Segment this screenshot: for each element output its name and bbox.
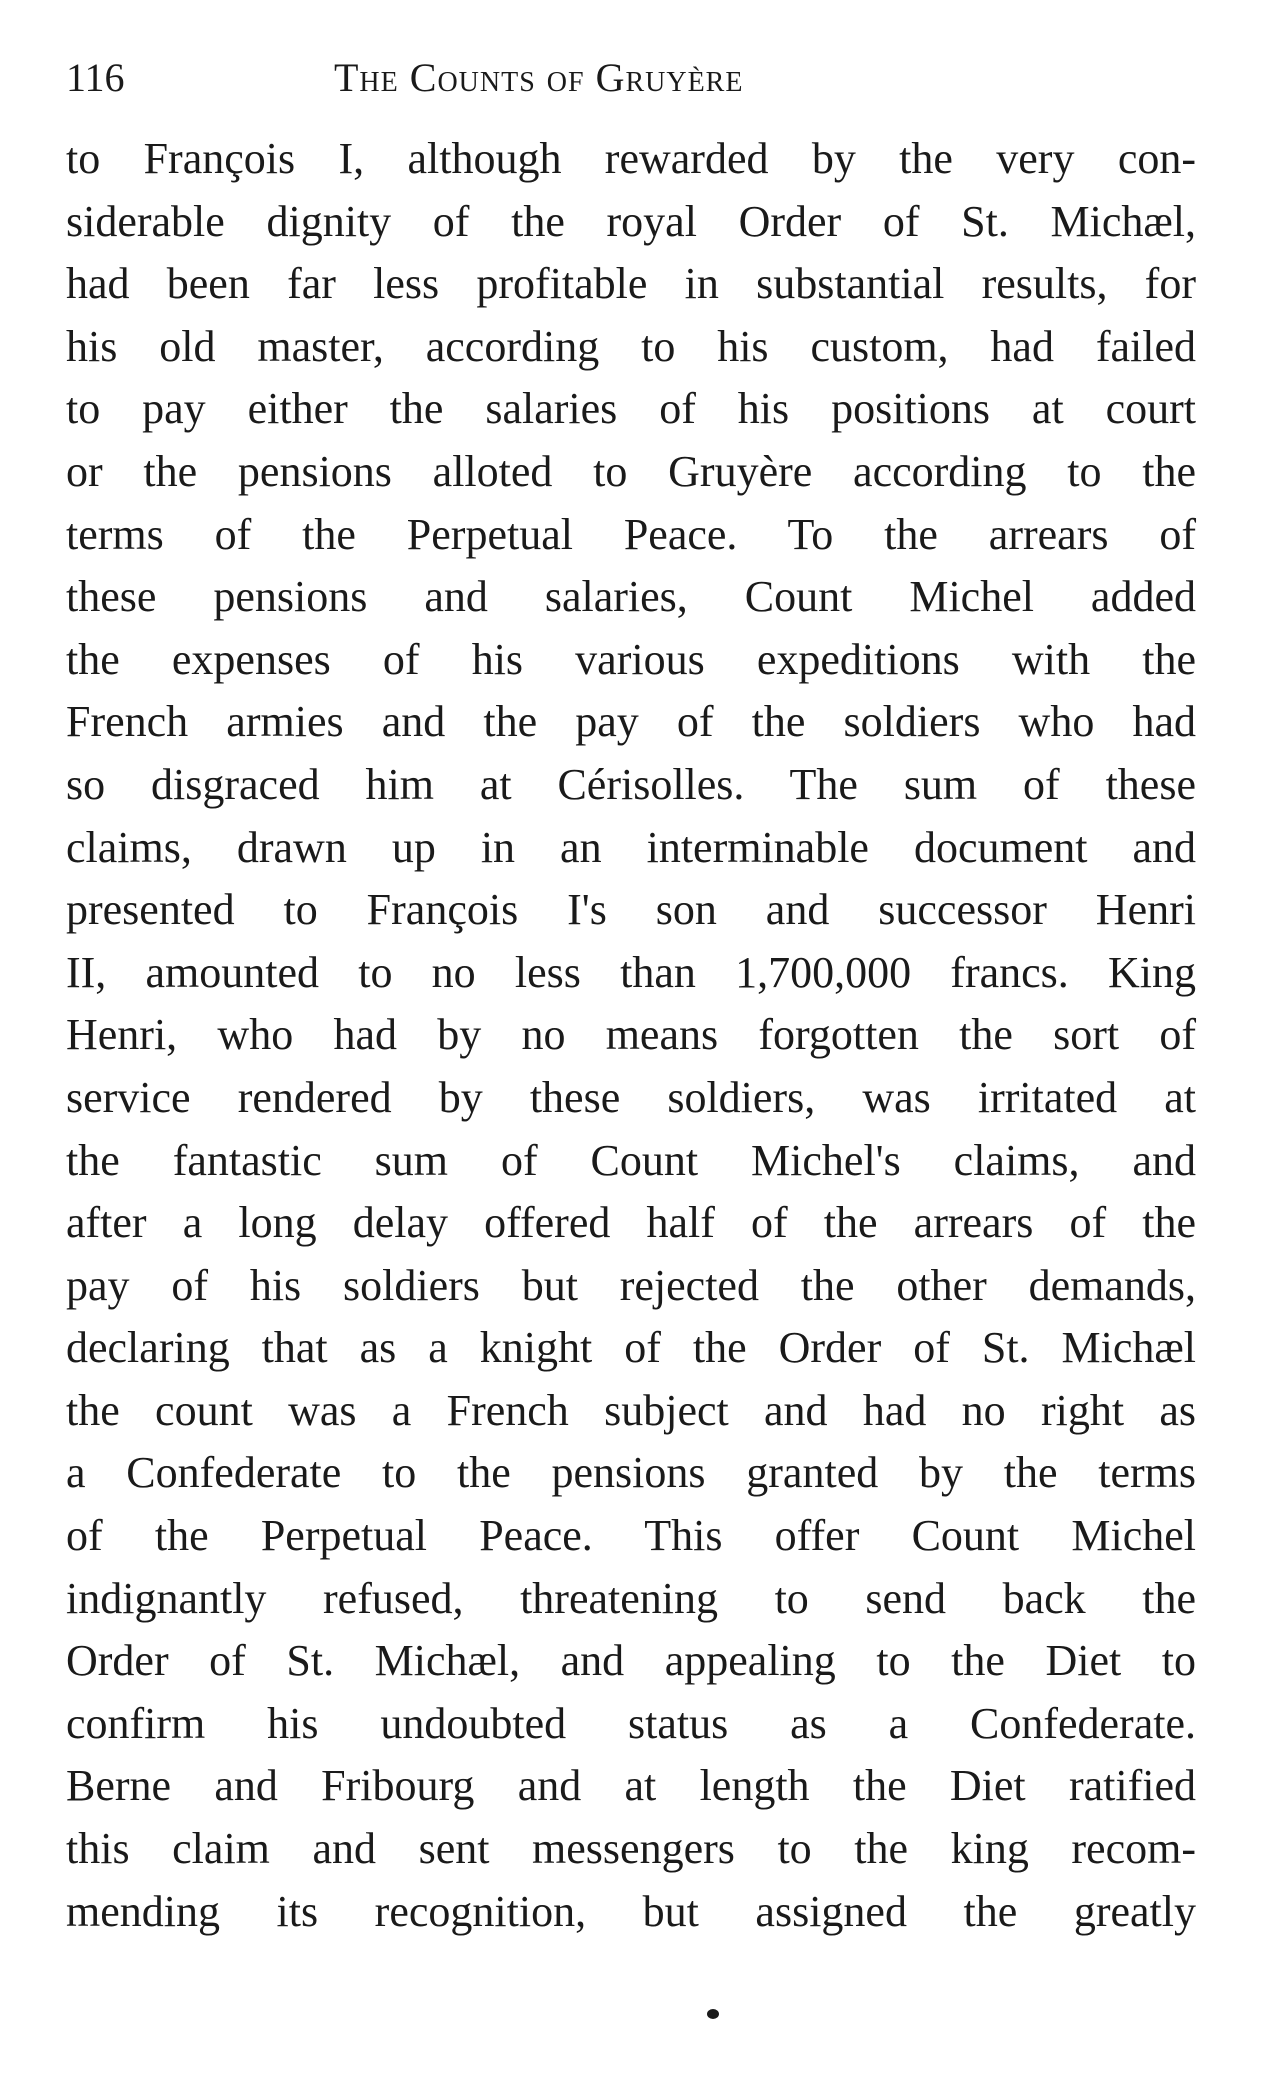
text-line: these pensions and salaries, Count Michel added: [66, 572, 1196, 622]
page-number: 116: [66, 55, 125, 100]
text-line: after a long delay offered half of the arrears of the: [66, 1198, 1196, 1248]
text-line: service rendered by these soldiers, was irritated at: [66, 1072, 1196, 1122]
ink-dot-mark: [707, 2009, 719, 2019]
body-text: [66, 128, 1196, 1943]
text-line: so disgraced him at Cérisolles. The sum of these: [66, 759, 1196, 809]
text-line: indignantly refused, threatening to send back the: [66, 1573, 1196, 1623]
text-line: French armies and the pay of the soldiers who had: [66, 697, 1196, 747]
text-line: mending its recognition, but assigned the greatly: [66, 1886, 1196, 1936]
text-line: the count was a French subject and had no right as: [66, 1385, 1196, 1435]
text-line: presented to François I's son and successor Henri: [66, 885, 1196, 935]
text-line: terms of the Perpetual Peace. To the arrears of: [66, 509, 1196, 559]
text-line: Henri, who had by no means forgotten the sort of: [66, 1010, 1196, 1060]
running-title: The Counts of Gruyère: [334, 55, 744, 100]
text-line: pay of his soldiers but rejected the other demands,: [66, 1260, 1196, 1310]
text-line: Order of St. Michæl, and appealing to the Diet to: [66, 1636, 1196, 1686]
text-line: or the pensions alloted to Gruyère according to the: [66, 446, 1196, 496]
text-line: confirm his undoubted status as a Confederate.: [66, 1698, 1196, 1748]
running-head: [66, 48, 1196, 108]
text-line: II, amounted to no less than 1,700,000 francs. King: [66, 947, 1196, 997]
text-line: the fantastic sum of Count Michel's claims, and: [66, 1135, 1196, 1185]
text-line: this claim and sent messengers to the king recom-: [66, 1824, 1196, 1874]
text-line: a Confederate to the pensions granted by the terms: [66, 1448, 1196, 1498]
text-line: claims, drawn up in an interminable document and: [66, 822, 1196, 872]
text-line: had been far less profitable in substantial results, for: [66, 259, 1196, 309]
text-line: his old master, according to his custom, had failed: [66, 321, 1196, 371]
text-line: declaring that as a knight of the Order of St. Michæl: [66, 1323, 1196, 1373]
text-line: of the Perpetual Peace. This offer Count Michel: [66, 1511, 1196, 1561]
text-line: siderable dignity of the royal Order of St. Michæl,: [66, 196, 1196, 246]
text-line: to François I, although rewarded by the very con-: [66, 134, 1196, 183]
text-line: the expenses of his various expeditions with the: [66, 634, 1196, 684]
text-line: to pay either the salaries of his positions at court: [66, 384, 1196, 434]
text-line: Berne and Fribourg and at length the Diet ratified: [66, 1761, 1196, 1811]
